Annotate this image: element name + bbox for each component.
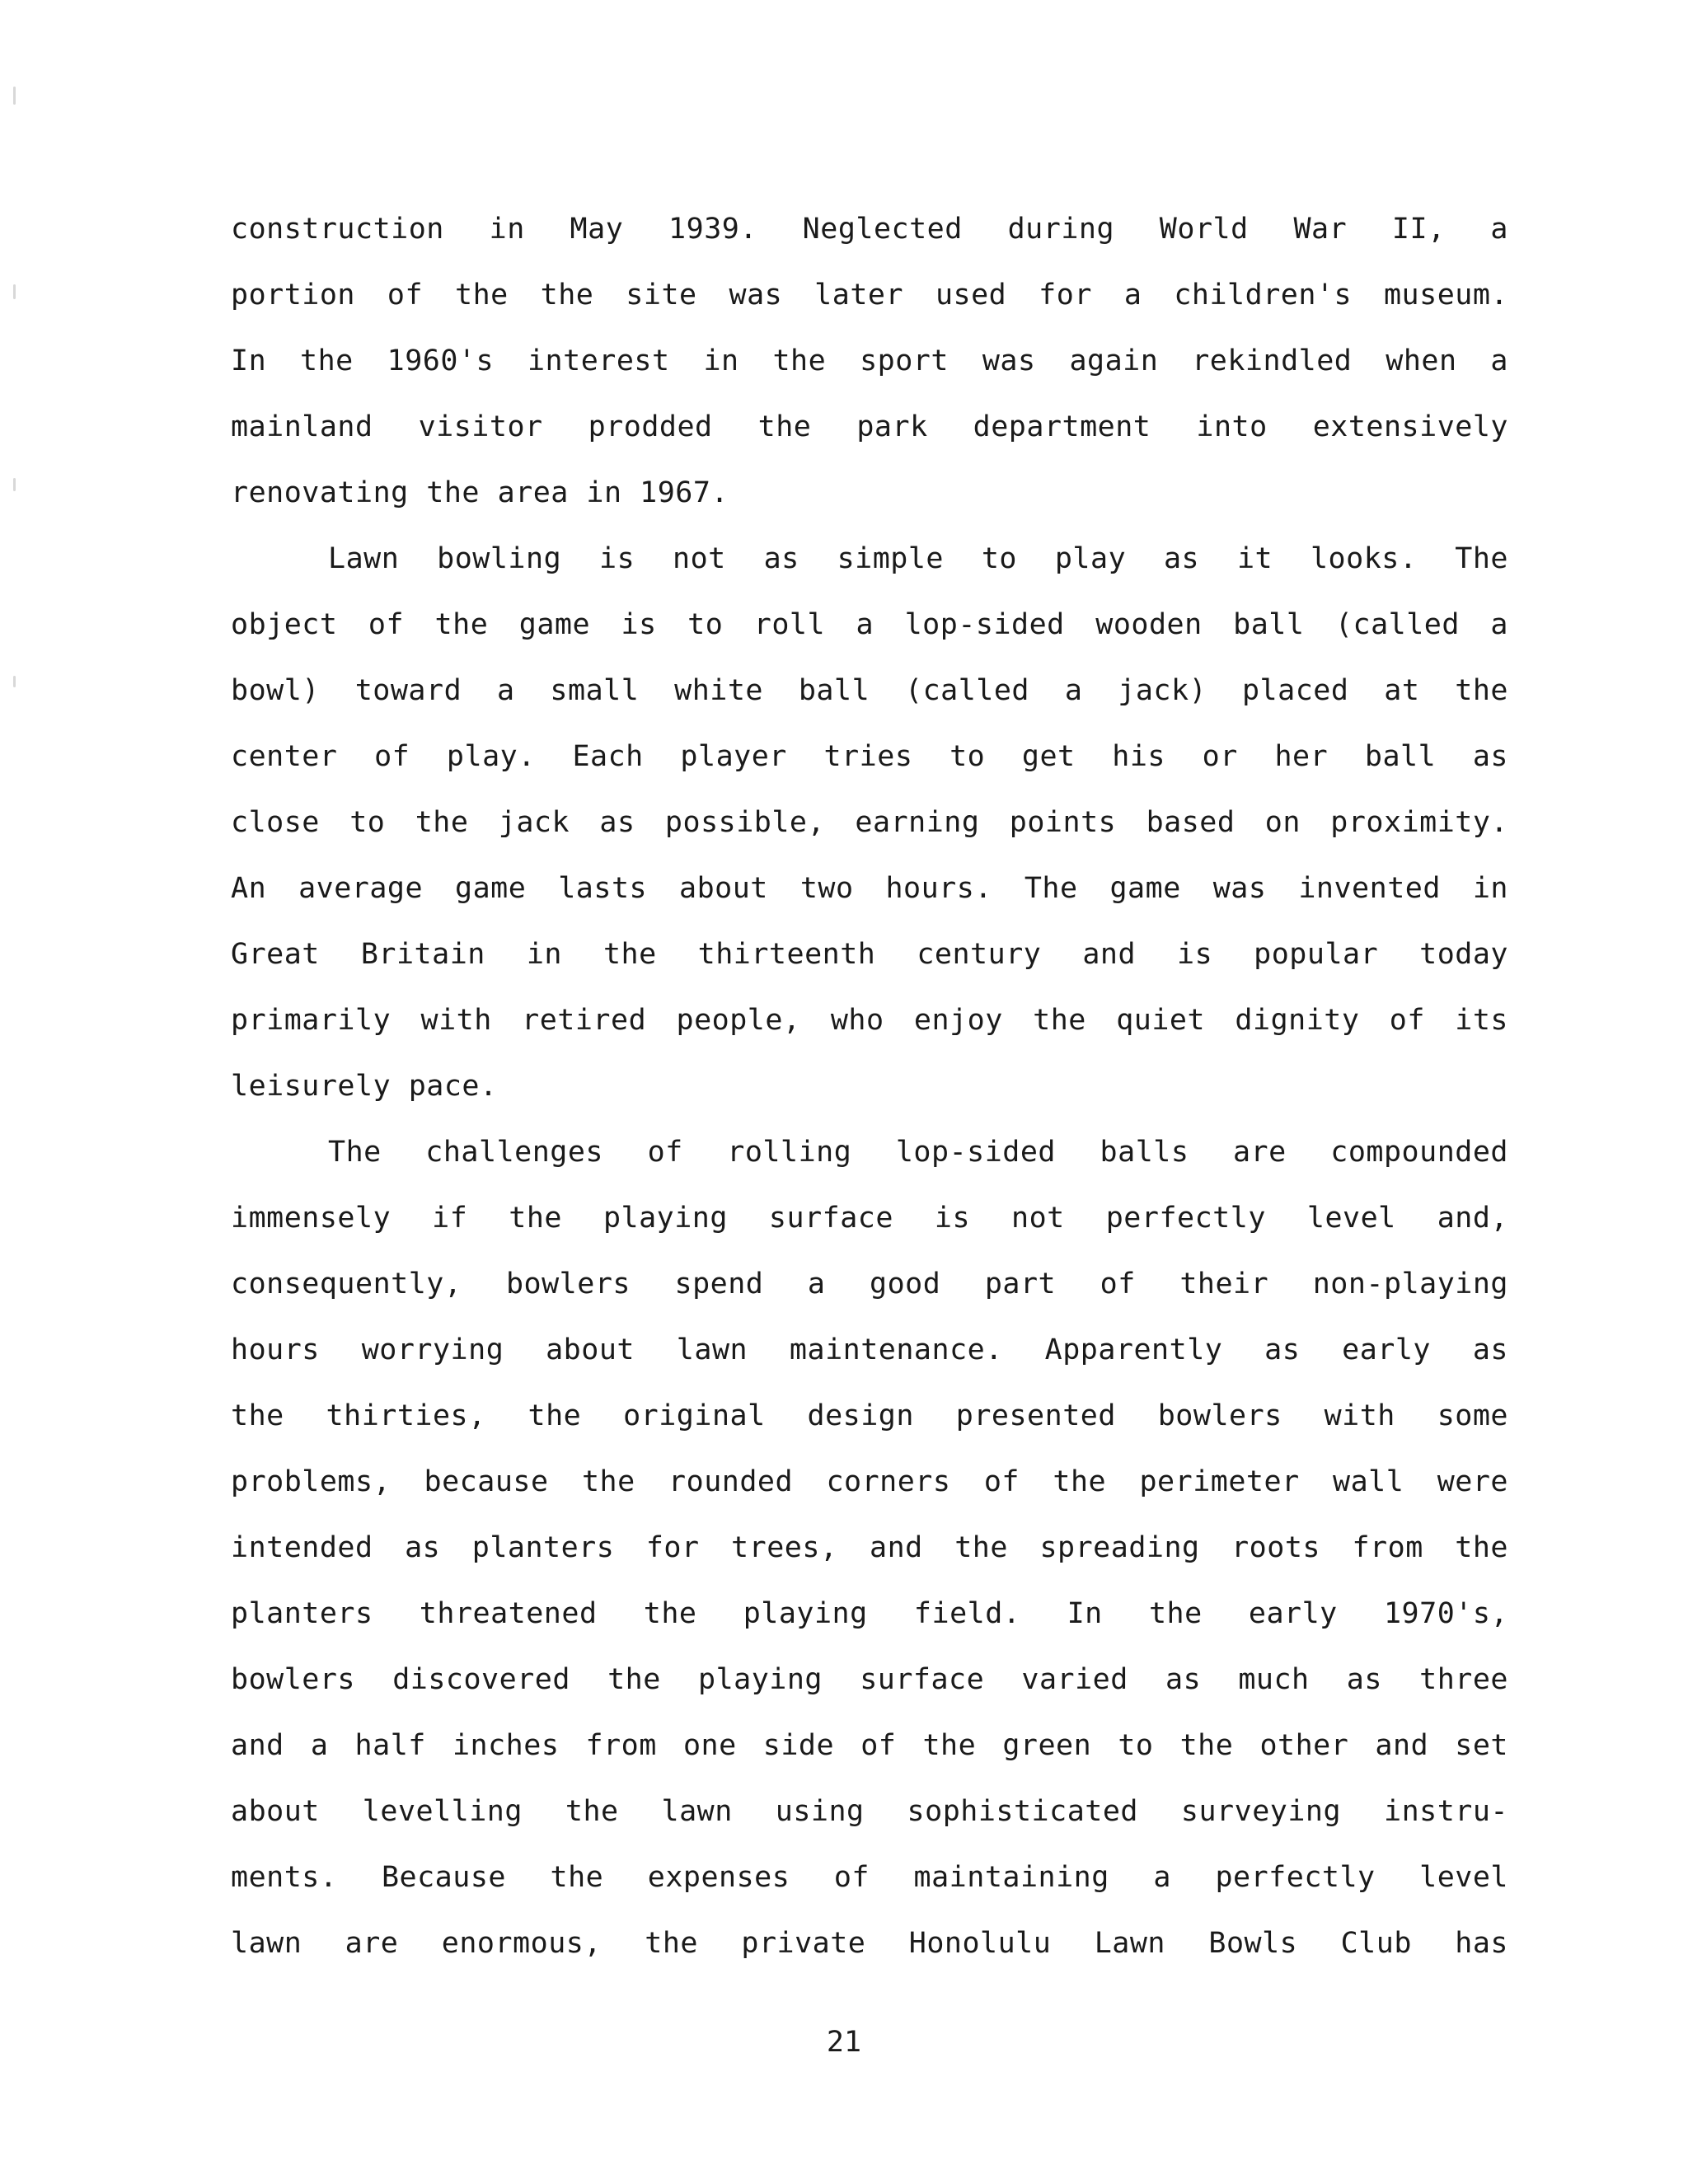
text-line: problems, because the rounded corners of the perimeter wall were: [231, 1465, 1508, 1498]
page-number: 21: [826, 2026, 862, 2059]
scan-margin-mark: [13, 87, 16, 105]
text-line: In the 1960's interest in the sport was again rekindled when a: [231, 344, 1508, 377]
scan-margin-mark: [13, 478, 16, 491]
text-line: ments. Because the expenses of maintaining a perfectly level: [231, 1861, 1508, 1894]
text-line: immensely if the playing surface is not perfectly level and,: [231, 1202, 1508, 1235]
text-line: mainland visitor prodded the park department into extensively: [231, 410, 1508, 443]
text-line: leisurely pace.: [231, 1070, 498, 1103]
text-line: renovating the area in 1967.: [231, 476, 729, 509]
text-line: consequently, bowlers spend a good part of their non-playing: [231, 1268, 1508, 1301]
text-line: lawn are enormous, the private Honolulu Lawn Bowls Club has: [231, 1927, 1508, 1960]
text-line: portion of the the site was later used for a children's museum.: [231, 279, 1508, 312]
text-line: primarily with retired people, who enjoy the quiet dignity of its: [231, 1004, 1508, 1037]
text-line: construction in May 1939. Neglected during World War II, a: [231, 213, 1508, 246]
text-line: the thirties, the original design presented bowlers with some: [231, 1399, 1508, 1432]
text-line: hours worrying about lawn maintenance. Apparently as early as: [231, 1333, 1508, 1366]
scan-margin-mark: [13, 676, 16, 687]
text-line: Lawn bowling is not as simple to play as it looks. The: [328, 542, 1508, 575]
text-line: object of the game is to roll a lop-sided wooden ball (called a: [231, 608, 1508, 641]
text-line: bowl) toward a small white ball (called a jack) placed at the: [231, 674, 1508, 707]
text-line: bowlers discovered the playing surface varied as much as three: [231, 1663, 1508, 1696]
body-text: [231, 196, 1508, 1976]
text-line: The challenges of rolling lop-sided balls are compounded: [328, 1136, 1508, 1169]
text-line: Great Britain in the thirteenth century and is popular today: [231, 938, 1508, 971]
text-line: intended as planters for trees, and the spreading roots from the: [231, 1531, 1508, 1564]
text-line: and a half inches from one side of the green to the other and set: [231, 1729, 1508, 1762]
text-line: An average game lasts about two hours. The game was invented in: [231, 872, 1508, 905]
text-line: planters threatened the playing field. In the early 1970's,: [231, 1597, 1508, 1630]
text-line: close to the jack as possible, earning points based on proximity.: [231, 806, 1508, 839]
scan-margin-mark: [13, 284, 16, 299]
text-line: about levelling the lawn using sophisticated surveying instru-: [231, 1795, 1508, 1828]
text-line: center of play. Each player tries to get his or her ball as: [231, 740, 1508, 773]
